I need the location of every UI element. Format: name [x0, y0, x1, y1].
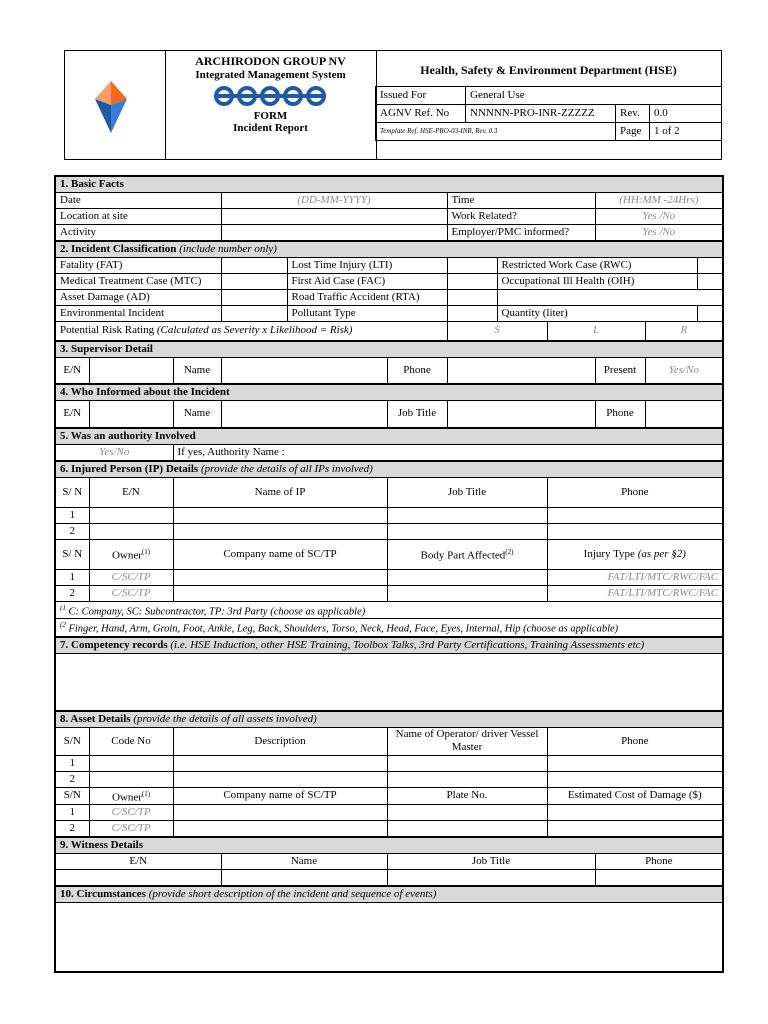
issued-for-label: Issued For [376, 87, 466, 105]
section-asset-details [55, 711, 723, 728]
section-incident-classification [55, 241, 723, 258]
asset-company-header: Company name of SC/TP [173, 787, 387, 805]
ip-phone-header: Phone [547, 477, 723, 507]
section-circumstances [55, 886, 723, 903]
title-cell [165, 51, 377, 159]
work-related-input[interactable]: Yes /No [595, 209, 723, 225]
ip2-phone-input[interactable] [547, 523, 723, 539]
body-footnote-mark: (2) [505, 547, 514, 556]
company-name: ARCHIRODON GROUP NV [195, 54, 346, 68]
rwc-label: Restricted Work Case (RWC) [497, 258, 697, 274]
supervisor-present-input[interactable]: Yes/No [645, 357, 723, 384]
location-label: Location at site [55, 209, 221, 225]
rta-label: Road Traffic Accident (RTA) [287, 290, 447, 306]
asset2-owner-input[interactable]: C/SC/TP [89, 821, 173, 838]
table-row-number: 1 [55, 755, 89, 771]
risk-rating-label [55, 322, 447, 341]
asset1-desc-input[interactable] [173, 755, 387, 771]
witness-name-header: Name [221, 854, 387, 870]
pollutant-label: Pollutant Type [287, 306, 447, 322]
supervisor-phone-label: Phone [387, 357, 447, 384]
section-note: (i.e. HSE Induction, other HSE Training, Toolbox Talks, 3rd Party Certifications, Training Assessments etc) [170, 638, 645, 651]
informer-job-input[interactable] [447, 401, 595, 428]
witness-en-input[interactable] [55, 870, 221, 887]
asset2-desc-input[interactable] [173, 771, 387, 787]
ip2-owner-input[interactable]: C/SC/TP [89, 585, 173, 601]
footnote-1 [55, 601, 723, 619]
template-ref: Template Ref. HSE-PRO-03-INR, Rev. 0.3 [376, 123, 616, 141]
meta-table [375, 86, 722, 141]
risk-label: Potential Risk Rating [60, 324, 155, 337]
table-row-number: 2 [55, 771, 89, 787]
footnote-1-mark: (1 [60, 603, 66, 612]
rev-value: 0.0 [650, 105, 722, 123]
ip1-en-input[interactable] [89, 507, 173, 523]
section-note: (provide the details of all assets involved) [133, 712, 317, 725]
system-name: Integrated Management System [195, 69, 346, 81]
owner-footnote-mark: (1) [141, 789, 151, 798]
ip-job-header: Job Title [387, 477, 547, 507]
asset2-company-input[interactable] [173, 821, 387, 838]
section-title: 2. Incident Classification [60, 243, 177, 255]
asset1-code-input[interactable] [89, 755, 173, 771]
supervisor-en-input[interactable] [89, 357, 173, 384]
ip2-injury-input[interactable]: FAT/LTI/MTC/RWC/FAC [547, 585, 723, 601]
severity-input[interactable]: S [447, 322, 547, 341]
informer-job-label: Job Title [387, 401, 447, 428]
ref-value: NNNNN-PRO-INR-ZZZZZ [466, 105, 616, 123]
owner-label: Owner [111, 549, 142, 562]
authority-involved-input[interactable]: Yes/No [55, 444, 173, 461]
env-input[interactable] [221, 306, 287, 322]
asset-operator-header: Name of Operator/ driver Vessel Master [387, 727, 547, 755]
ip-name-header: Name of IP [173, 477, 387, 507]
asset2-code-input[interactable] [89, 771, 173, 787]
location-input[interactable] [221, 209, 447, 225]
asset2-plate-input[interactable] [387, 821, 547, 838]
ref-label: AGNV Ref. No [376, 105, 466, 123]
lti-input[interactable] [447, 258, 497, 274]
asset-sn-header-2: S/N [55, 787, 89, 805]
informer-en-input[interactable] [89, 401, 173, 428]
owner-label: Owner [111, 791, 142, 804]
activity-label: Activity [55, 225, 221, 242]
supervisor-en-label: E/N [55, 357, 89, 384]
informer-name-label: Name [173, 401, 221, 428]
ip1-owner-input[interactable]: C/SC/TP [89, 569, 173, 585]
risk-note: (Calculated as Severity x Likelihood = Risk) [156, 324, 353, 337]
fat-label: Fatality (FAT) [55, 258, 221, 274]
rwc-input[interactable] [697, 258, 723, 274]
ad-label: Asset Damage (AD) [55, 290, 221, 306]
mtc-label: Medical Treatment Case (MTC) [55, 274, 221, 290]
section-basic-facts: 1. Basic Facts [55, 176, 723, 193]
table-row-number: 1 [55, 805, 89, 821]
activity-input[interactable] [221, 225, 447, 242]
ip-injury-type-header [547, 539, 723, 569]
ip1-name-input[interactable] [173, 507, 387, 523]
witness-name-input[interactable] [221, 870, 387, 887]
asset-sn-header: S/N [55, 727, 89, 755]
asset1-operator-input[interactable] [387, 755, 547, 771]
owner-footnote-mark: (1) [141, 547, 151, 556]
injury-type-label: Injury Type [583, 547, 635, 560]
section-competency [55, 637, 723, 654]
fat-input[interactable] [221, 258, 287, 274]
section-note: (provide short description of the incident and sequence of events) [148, 888, 437, 901]
asset2-cost-input[interactable] [547, 821, 723, 838]
section-authority: 5. Was an authority Involved [55, 428, 723, 445]
time-label: Time [447, 193, 595, 209]
asset-phone-header: Phone [547, 727, 723, 755]
ip2-name-input[interactable] [173, 523, 387, 539]
pollutant-input[interactable] [447, 306, 497, 322]
table-row-number: 2 [55, 523, 89, 539]
supervisor-phone-input[interactable] [447, 357, 595, 384]
footnote-1-text: C: Company, SC: Subcontractor, TP: 3rd Party (choose as applicable) [68, 606, 366, 617]
ip-body-part-header [387, 539, 547, 569]
ip1-body-input[interactable] [387, 569, 547, 585]
asset-description-header: Description [173, 727, 387, 755]
logo-cell [65, 51, 166, 159]
asset-plate-header: Plate No. [387, 787, 547, 805]
table-row-number: 1 [55, 569, 89, 585]
witness-job-input[interactable] [387, 870, 595, 887]
oih-label: Occupational Ill Health (OIH) [497, 274, 697, 290]
table-row-number: 1 [55, 507, 89, 523]
section-note: (provide the details of all IPs involved) [200, 462, 373, 475]
lti-label: Lost Time Injury (LTI) [287, 258, 447, 274]
ip1-injury-input[interactable]: FAT/LTI/MTC/RWC/FAC [547, 569, 723, 585]
ip-sn-header-2: S/ N [55, 539, 89, 569]
section-title: 7. Competency records [60, 638, 168, 651]
form-header [64, 50, 722, 160]
meta-cell [376, 51, 721, 159]
likelihood-input[interactable]: L [547, 322, 645, 341]
quantity-label: Quantity (liter) [497, 306, 697, 322]
blank-cell [497, 290, 723, 306]
asset1-owner-input[interactable]: C/SC/TP [89, 805, 173, 821]
witness-job-header: Job Title [387, 854, 595, 870]
supervisor-name-input[interactable] [221, 357, 387, 384]
asset1-plate-input[interactable] [387, 805, 547, 821]
quantity-input[interactable] [697, 306, 723, 322]
department-title: Health, Safety & Environment Department (HSE) [420, 63, 677, 77]
env-label: Environmental Incident [55, 306, 221, 322]
work-related-label: Work Related? [447, 209, 595, 225]
witness-en-header: E/N [55, 854, 221, 870]
ip-owner-header [89, 539, 173, 569]
incident-form-table [54, 175, 724, 973]
ad-input[interactable] [221, 290, 287, 306]
footnote-2 [55, 619, 723, 637]
competency-input[interactable] [55, 653, 723, 711]
rev-label: Rev. [616, 105, 650, 123]
ip-sn-header: S/ N [55, 477, 89, 507]
section-note: (include number only) [179, 243, 277, 255]
date-label: Date [55, 193, 221, 209]
asset-code-header: Code No [89, 727, 173, 755]
informer-en-label: E/N [55, 401, 89, 428]
authority-name-input[interactable]: If yes, Authority Name : [173, 444, 723, 461]
risk-input[interactable]: R [645, 322, 723, 341]
ip-company-header: Company name of SC/TP [173, 539, 387, 569]
employer-informed-label: Employer/PMC informed? [447, 225, 595, 242]
table-row-number: 2 [55, 585, 89, 601]
company-logo-icon [91, 81, 131, 133]
fac-input[interactable] [447, 274, 497, 290]
section-injured-person [55, 461, 723, 478]
supervisor-present-label: Present [595, 357, 645, 384]
circumstances-input[interactable] [55, 903, 723, 973]
asset1-cost-input[interactable] [547, 805, 723, 821]
fac-label: First Aid Case (FAC) [287, 274, 447, 290]
section-who-informed: 4. Who Informed about the Incident [55, 384, 723, 401]
asset1-phone-input[interactable] [547, 755, 723, 771]
time-input[interactable]: (HH:MM -24Hrs) [595, 193, 723, 209]
page-label: Page [616, 123, 650, 141]
form-name: Incident Report [233, 122, 308, 134]
ip-en-header: E/N [89, 477, 173, 507]
mtc-input[interactable] [221, 274, 287, 290]
employer-informed-input[interactable]: Yes /No [595, 225, 723, 242]
informer-phone-label: Phone [595, 401, 645, 428]
informer-name-input[interactable] [221, 401, 387, 428]
ip2-job-input[interactable] [387, 523, 547, 539]
ip1-phone-input[interactable] [547, 507, 723, 523]
ip2-body-input[interactable] [387, 585, 547, 601]
witness-phone-input[interactable] [595, 870, 723, 887]
ip2-company-input[interactable] [173, 585, 387, 601]
asset1-company-input[interactable] [173, 805, 387, 821]
injury-type-note: (as per §2) [637, 547, 686, 560]
asset2-phone-input[interactable] [547, 771, 723, 787]
footnote-2-mark: (2 [60, 621, 66, 629]
asset-owner-header [89, 787, 173, 805]
ip2-en-input[interactable] [89, 523, 173, 539]
body-part-label: Body Part Affected [420, 549, 506, 562]
informer-phone-input[interactable] [645, 401, 723, 428]
issued-for-value: General Use [466, 87, 722, 105]
section-title: 10. Circumstances [60, 888, 146, 901]
asset2-operator-input[interactable] [387, 771, 547, 787]
rta-input[interactable] [447, 290, 497, 306]
ip1-company-input[interactable] [173, 569, 387, 585]
footnote-2-text: Finger, Hand, Arm, Groin, Foot, Ankle, Leg, Back, Shoulders, Torso, Neck, Head, Face, Eyes, Internal, Hip (choose as applicable) [68, 623, 619, 635]
table-row-number: 2 [55, 821, 89, 838]
asset-cost-header: Estimated Cost of Damage ($) [547, 787, 723, 805]
witness-phone-header: Phone [595, 854, 723, 870]
oih-input[interactable] [697, 274, 723, 290]
page-value: 1 of 2 [650, 123, 722, 141]
date-input[interactable]: (DD-MM-YYYY) [221, 193, 447, 209]
section-title: 6. Injured Person (IP) Details [60, 462, 199, 475]
section-supervisor: 3. Supervisor Detail [55, 341, 723, 358]
form-label: FORM [253, 110, 288, 122]
certification-badges-icon [212, 85, 330, 107]
ip1-job-input[interactable] [387, 507, 547, 523]
supervisor-name-label: Name [173, 357, 221, 384]
section-witness: 9. Witness Details [55, 837, 723, 854]
section-title: 8. Asset Details [60, 712, 131, 725]
